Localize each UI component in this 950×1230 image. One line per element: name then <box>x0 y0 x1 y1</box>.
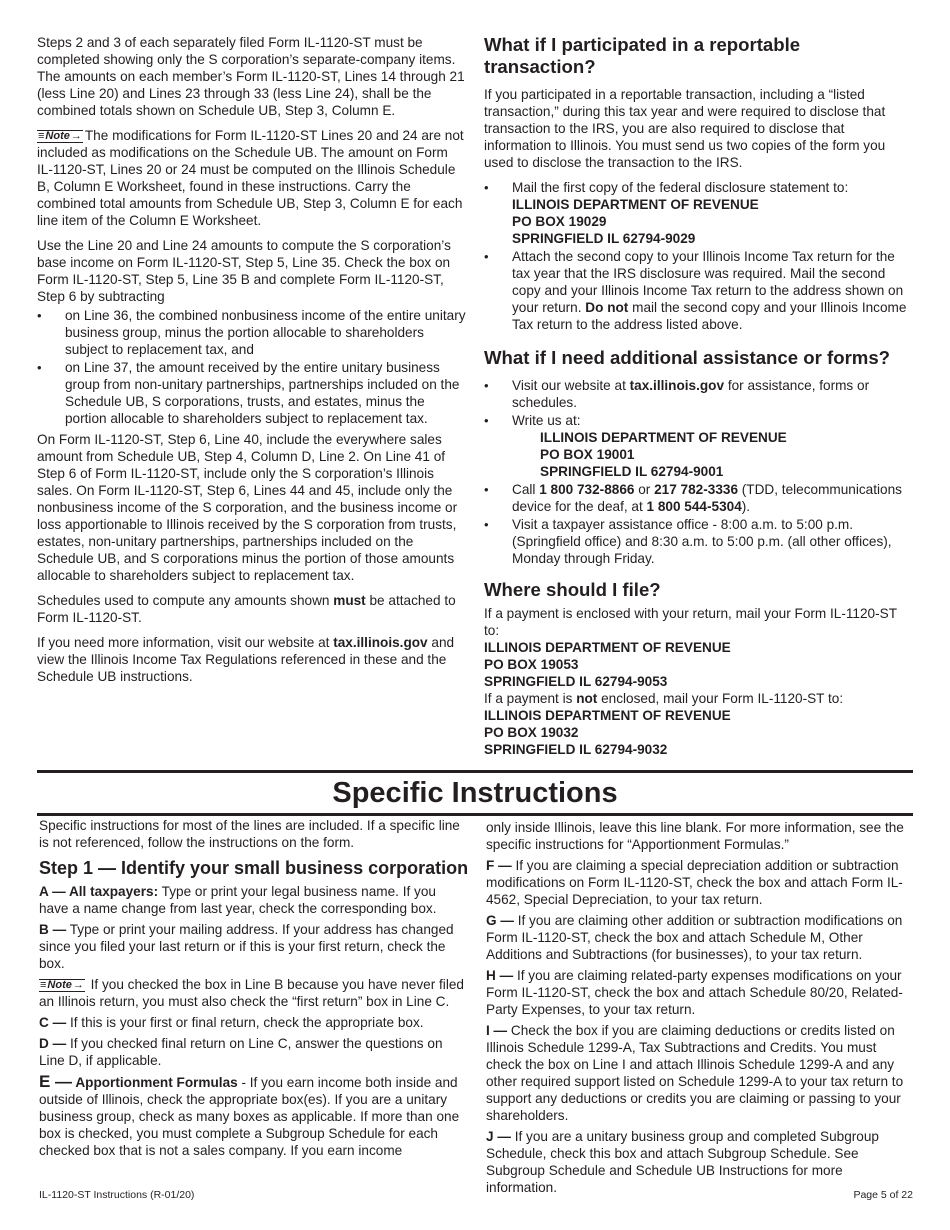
mailing-address: ILLINOIS DEPARTMENT OF REVENUE PO BOX 19001 SPRINGFIELD IL 62794-9001 <box>540 430 787 479</box>
line-f: F — If you are claiming a special depreciation addition or subtraction modifications on Form IL-1120-ST, check the box and attach Form IL-4562, Special Depreciation, to your tax return. <box>486 858 903 907</box>
paragraph-modifications-note <box>37 127 467 229</box>
line-b-note: ≡ Note → If you checked the box in Line B because you have never filed an Illinois return, you must also check the “first return” box in Line C. <box>39 976 469 1010</box>
section-divider-top <box>37 770 913 773</box>
website-link[interactable]: tax.illinois.gov <box>629 378 725 393</box>
bottom-right-column <box>486 819 914 1200</box>
phone-number[interactable]: 1 800 544-5304 <box>646 499 742 514</box>
mailing-address: ILLINOIS DEPARTMENT OF REVENUE PO BOX 19053 SPRINGFIELD IL 62794-9053 <box>484 640 731 689</box>
assistance-list <box>484 377 914 567</box>
mailing-address: ILLINOIS DEPARTMENT OF REVENUE PO BOX 19032 SPRINGFIELD IL 62794-9032 <box>484 708 731 757</box>
paragraph-more-information: If you need more information, visit our website at tax.illinois.gov and view the Illinois Income Tax Regulations referenced in these and the Schedule UB instructions. <box>37 635 455 684</box>
list-item: • on Line 36, the combined nonbusiness income of the entire unitary business group, minus the portion allocable to shareholders subject to replacement tax, and <box>37 307 467 358</box>
heading-where-to-file: Where should I file? <box>484 579 661 600</box>
paragraph-separate-company: Steps 2 and 3 of each separately filed Form IL-1120-ST must be completed showing only the S corporation’s separate-company items. The amounts on each member’s Form IL-1120-ST, Lines 14 through 21 (less Line 20) and Lines 23 through 33 (less Line 24), shall be the combined totals shown on Schedule UB, Step 3, Column E. <box>37 35 465 118</box>
section-divider-bottom <box>37 813 913 816</box>
list-item: • Mail the first copy of the federal disclosure statement to: ILLINOIS DEPARTMENT OF REVENUE PO BOX 19029 SPRINGFIELD IL 62794-9029 <box>484 179 914 247</box>
list-item: • Visit a taxpayer assistance office - 8:00 a.m. to 5:00 p.m. (Springfield office) and 8:30 a.m. to 5:00 p.m. (all other offices), Monday through Friday. <box>484 516 914 567</box>
heading-additional-assistance: What if I need additional assistance or forms? <box>484 347 891 368</box>
paragraph-specific-intro: Specific instructions for most of the lines are included. If a specific line is not referenced, follow the instructions on the form. <box>39 818 460 850</box>
phone-number[interactable]: 217 782-3336 <box>654 482 738 497</box>
heading-reportable-transaction: What if I participated in a reportable transaction? <box>484 34 801 77</box>
note-icon: ≡ Note → <box>39 979 85 992</box>
top-left-column <box>37 34 467 693</box>
list-item: • Write us at: ILLINOIS DEPARTMENT OF REVENUE PO BOX 19001 SPRINGFIELD IL 62794-9001 <box>484 412 914 480</box>
line-e-continued: only inside Illinois, leave this line blank. For more information, see the specific instructions for “Apportionment Formulas.” <box>486 820 904 852</box>
phone-number[interactable]: 1 800 732-8866 <box>539 482 635 497</box>
line-h: H — If you are claiming related-party expenses modifications on your Form IL-1120-ST, check the box and attach Schedule 80/20, Related-Party Expenses, to your tax return. <box>486 968 903 1017</box>
line-j: J — If you are a unitary business group and completed Subgroup Schedule, check this box and attach Subgroup Schedule. See Subgroup Schedule and Schedule UB Instructions for more information. <box>486 1129 879 1195</box>
website-link[interactable]: tax.illinois.gov <box>333 635 428 650</box>
line-i: I — Check the box if you are claiming deductions or credits listed on Illinois Schedule 1299-A, Tax Subtractions and Credits. You must check the box on Line I and attach Illinois Schedule 1299-A and any other required support listed on Schedule 1299-A to your tax return to support any deductions or credits you are claiming or passing to your shareholders. <box>486 1023 904 1123</box>
paragraph-reportable-transaction: If you participated in a reportable transaction, including a “listed transaction,” during this tax year and were required to disclose that transaction to the IRS, you are also required to disclose that information to Illinois. You must send us two copies of the form you used to disclose the transaction to the IRS. <box>484 87 886 170</box>
paragraph-sales-amount: On Form IL-1120-ST, Step 6, Line 40, include the everywhere sales amount from Schedule UB, Step 4, Column D, Line 2. On Line 41 of Step 6 of Form IL-1120-ST, include only the S corporation’s Illinois sales. On Form IL-1120-ST, Step 6, Lines 44 and 45, include only the nonbusiness income of the S corporation, and the business income or loss apportionable to Illinois received by the S corporation from trusts, estates, non-unitary partnerships, partnerships included on the Schedule UB, and S corporations minus the portion of those amounts allocable to shareholders subject to replacement tax. <box>37 432 458 583</box>
line-b: B — Type or print your mailing address. If your address has changed since you filed your last return or if this is your first return, check the box. <box>39 922 454 971</box>
bottom-left-column <box>39 817 469 1163</box>
line-e: E — Apportionment Formulas - If you earn income both inside and outside of Illinois, check the appropriate box(es). If you are a unitary business group, check as many boxes as applicable. If more than one box is checked, you must complete a Subgroup Schedule for each checked box that is not a sales company. If you earn income <box>39 1072 460 1158</box>
list-item: • on Line 37, the amount received by the entire unitary business group from non-unitary partnerships, partnerships included on the Schedule UB, S corporations, trusts, and estates, minus the portion allocable to shareholders subject to replacement tax. <box>37 359 467 427</box>
paragraph-schedules-attached: Schedules used to compute any amounts shown must be attached to Form IL-1120-ST. <box>37 593 456 625</box>
file-with-payment: If a payment is enclosed with your return, mail your Form IL-1120-ST to: <box>484 606 897 638</box>
heading-step-1: Step 1 — Identify your small business corporation <box>39 858 469 878</box>
note-text: The modifications for Form IL-1120-ST Lines 20 and 24 are not included as modifications on the Schedule UB. The amount on Form IL-1120-ST, Lines 20 or 24 must be computed on the Illinois Schedule B, Column E Worksheet, found in these instructions. Carry the combined total amounts from Schedule UB, Step 3, Column E for each line item of the Column E Worksheet. <box>37 128 464 228</box>
line-c: C — If this is your first or final return, check the appropriate box. <box>39 1015 424 1030</box>
footer-page-number: Page 5 of 22 <box>853 1189 913 1201</box>
list-item: • Attach the second copy to your Illinois Income Tax return for the tax year that the IRS disclosure was required. Mail the second copy and your Illinois Income Tax return to the address shown on your return. Do not mail the second copy and your Illinois Income Tax return to the address listed above. <box>484 248 914 333</box>
subtraction-list <box>37 307 467 427</box>
line-a: A — All taxpayers: Type or print your legal business name. If you have a name change from last year, check the corresponding box. <box>39 884 437 916</box>
line-d: D — If you checked final return on Line C, answer the questions on Line D, if applicable. <box>39 1036 443 1068</box>
list-item: • Visit our website at tax.illinois.gov for assistance, forms or schedules. <box>484 377 914 411</box>
paragraph-base-income: Use the Line 20 and Line 24 amounts to compute the S corporation’s base income on Form IL-1120-ST, Step 5, Line 35. Check the box on Form IL-1120-ST, Step 5, Line 35 B and complete Form IL-1120-ST, Step 6 by subtracting <box>37 238 451 304</box>
mailing-address: ILLINOIS DEPARTMENT OF REVENUE PO BOX 19029 SPRINGFIELD IL 62794-9029 <box>512 197 759 246</box>
footer-form-id: IL-1120-ST Instructions (R-01/20) <box>39 1189 195 1201</box>
top-right-column <box>484 34 914 758</box>
file-without-payment: If a payment is not enclosed, mail your Form IL-1120-ST to: <box>484 691 844 706</box>
line-g: G — If you are claiming other addition or subtraction modifications on Form IL-1120-ST, check the box and attach Schedule M, Other Additions and Subtractions (for businesses), to your tax return. <box>486 913 903 962</box>
note-icon: ≡ Note → <box>37 130 83 143</box>
section-title: Specific Instructions <box>332 777 618 809</box>
list-item: • Call 1 800 732-8866 or 217 782-3336 (TDD, telecommunications device for the deaf, at 1 800 544-5304). <box>484 481 914 515</box>
disclosure-list <box>484 179 914 333</box>
